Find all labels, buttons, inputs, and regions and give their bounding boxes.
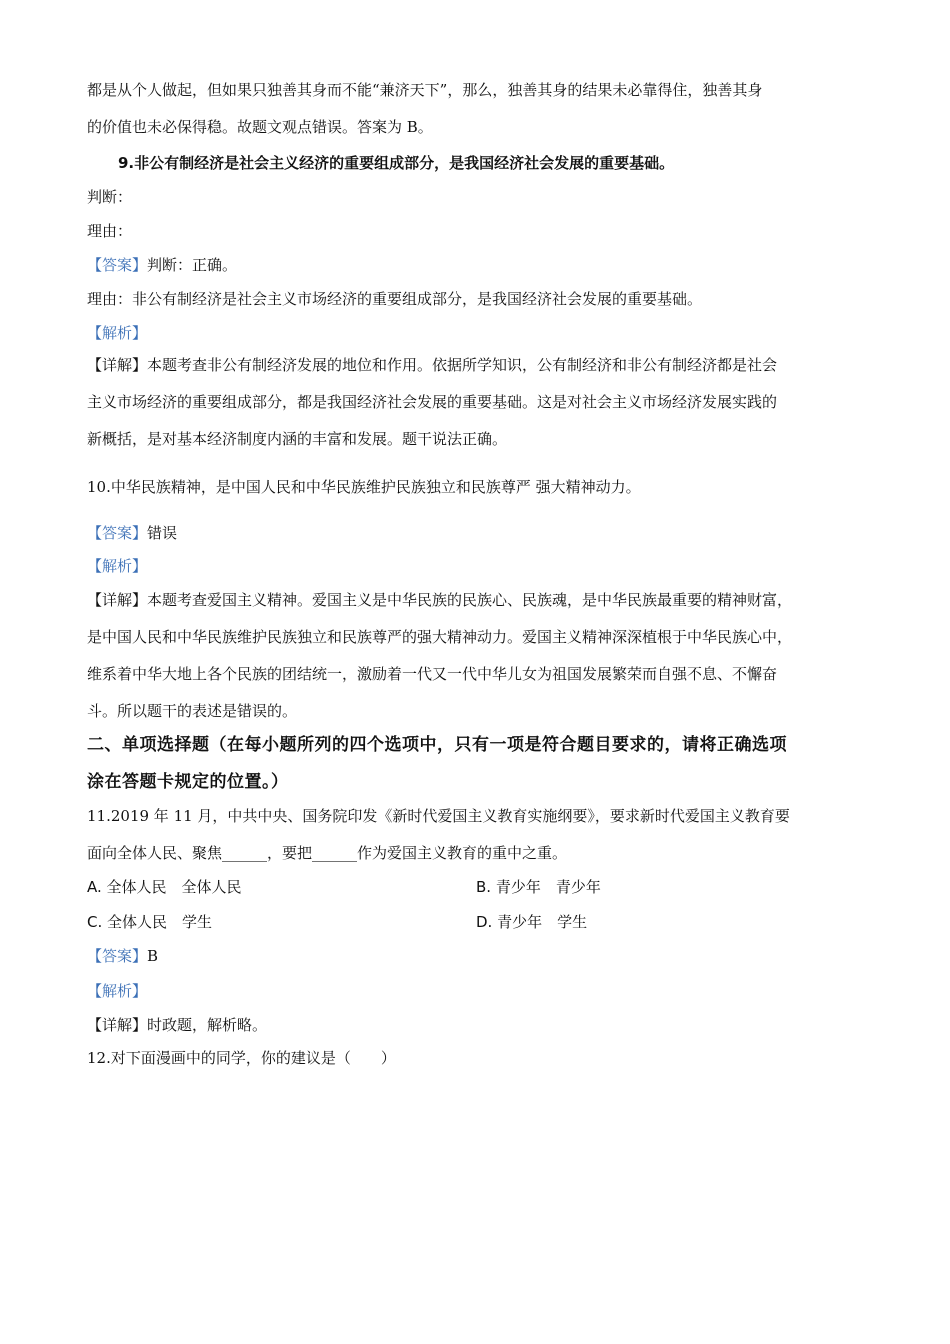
answer-tag: 【答案】	[87, 524, 148, 542]
detail-tag: 【详解】	[87, 1016, 148, 1034]
q10-detail-line-2: 是中国人民和中华民族维护民族独立和民族尊严的强大精神动力。爱国主义精神深深植根于中华民族心中，	[87, 628, 793, 646]
q11-option-d: D. 青少年 学生	[476, 913, 588, 931]
answer-tag: 【答案】	[87, 947, 148, 965]
detail-tag: 【详解】	[87, 591, 148, 609]
q9-reason-label: 理由：	[87, 222, 133, 240]
q9-detail-line-2: 主义市场经济的重要组成部分，都是我国经济社会发展的重要基础。这是对社会主义市场经济发展实践的	[87, 393, 778, 411]
answer-text: 错误	[147, 524, 178, 542]
q9-analysis-tag: 【解析】	[87, 324, 148, 342]
q10-detail-line-3: 维系着中华大地上各个民族的团结统一，激励着一代又一代中华儿女为祖国发展繁荣而自强不息、不懈奋	[87, 665, 778, 683]
q10-detail-line-4: 斗。所以题干的表述是错误的。	[87, 702, 298, 720]
q9-answer	[87, 255, 237, 275]
continued-text-line-1: 都是从个人做起，但如果只独善其身而不能“兼济天下”，那么，独善其身的结果未必靠得住，独善其身	[87, 81, 763, 99]
q11-answer	[87, 946, 158, 966]
q10-detail-line-1: 【详解】本题考查爱国主义精神。爱国主义是中华民族的民族心、民族魂，是中华民族最重要的精神财富，	[87, 591, 793, 609]
q9-detail-line-1: 【详解】本题考查非公有制经济发展的地位和作用。依据所学知识，公有制经济和非公有制经济都是社会	[87, 356, 778, 374]
q11-option-c: C. 全体人民 学生	[87, 913, 213, 931]
q11-option-a: A. 全体人民 全体人民	[87, 878, 242, 896]
q11-option-b: B. 青少年 青少年	[476, 878, 601, 896]
answer-text: 判断：正确。	[147, 256, 238, 274]
q9-judge-label: 判断：	[87, 188, 133, 206]
answer-tag: 【答案】	[87, 256, 148, 274]
q10-stem: 10.中华民族精神，是中国人民和中华民族维护民族独立和民族尊严 强大精神动力。	[87, 478, 641, 496]
section-2-title-line-2: 涂在答题卡规定的位置。）	[87, 772, 289, 792]
q9-stem: 9.非公有制经济是社会主义经济的重要组成部分，是我国经济社会发展的重要基础。	[118, 154, 675, 172]
q11-stem-line-2: 面向全体人民、聚焦______，要把______作为爱国主义教育的重中之重。	[87, 844, 568, 862]
q11-analysis-tag: 【解析】	[87, 982, 148, 1000]
section-2-title-line-1: 二、单项选择题（在每小题所列的四个选项中，只有一项是符合题目要求的，请将正确选项	[87, 735, 787, 755]
q11-detail: 【详解】时政题，解析略。	[87, 1016, 268, 1034]
q9-reason-text: 理由：非公有制经济是社会主义市场经济的重要组成部分，是我国经济社会发展的重要基础。	[87, 290, 703, 308]
continued-text-line-2: 的价值也未必保得稳。故题文观点错误。答案为 B。	[87, 118, 433, 136]
q12-stem: 12.对下面漫画中的同学，你的建议是（ ）	[87, 1049, 396, 1067]
q11-stem-line-1: 11.2019 年 11 月，中共中央、国务院印发《新时代爱国主义教育实施纲要》，要求新时代爱国主义教育要	[87, 807, 790, 825]
detail-tag: 【详解】	[87, 356, 148, 374]
q10-analysis-tag: 【解析】	[87, 557, 148, 575]
q10-answer	[87, 523, 177, 543]
answer-text: B	[147, 947, 159, 965]
q9-detail-line-3: 新概括，是对基本经济制度内涵的丰富和发展。题干说法正确。	[87, 430, 508, 448]
